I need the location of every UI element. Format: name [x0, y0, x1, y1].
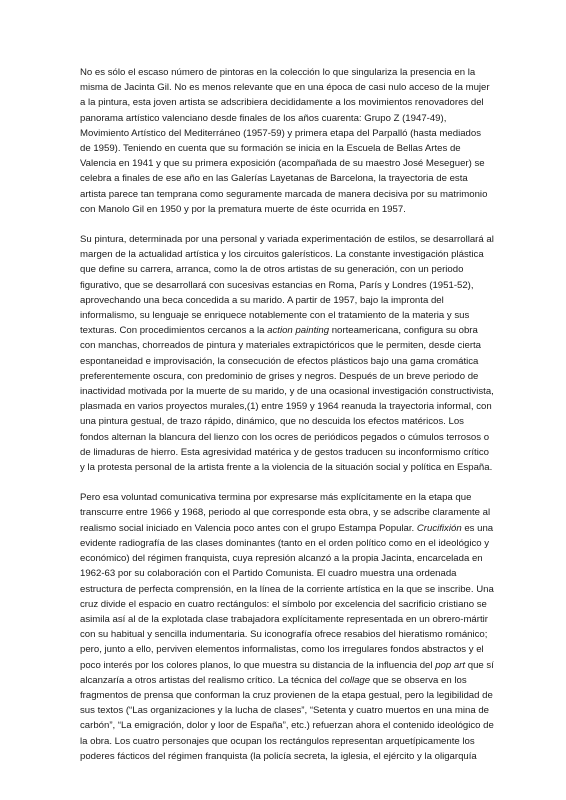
paragraph-text: Pero esa voluntad comunicativa termina por expresarse más explícitamente en la etapa que transcurre entre 1966 y 1968, periodo al que corresponde esta obra, y se adscribe claramente al realismo social iniciado en Valencia poco antes con el grupo Estampa Popular. — [80, 492, 491, 534]
paragraph-3 — [80, 490, 494, 764]
italic-term: collage — [339, 674, 371, 686]
paragraph-text: que sí alcanzaría a otros artistas del realismo crítico. La técnica del — [80, 659, 494, 686]
paragraph-text: es una evidente radiografía de las clases dominantes (tanto en el orden político como en el ideológico y económico) del régimen franquista, cuya represión alcanzó a la propia Jacinta, encarcelada en 1962-63 por su colaboración con el Partido Comunista. El cuadro muestra una ordenada estructura de perfecta comprensión, en la línea de la corriente artística en la que se inscribe. Una cruz divide el espacio en cuatro rectángulos: el símbolo por excelencia del sacrificio cristiano se asimila así al de la explotada clase trabajadora explícitamente representada en un obrero-mártir con su habitual y sencilla indumentaria. Su iconografía ofrece resabios del hieratismo románico; pero, junto a ello, perviven elementos informalistas, como los irregulares fondos abstractos y el poco interés por los colores planos, lo que muestra su distancia de la influencia del — [80, 522, 494, 671]
italic-term: action painting — [267, 325, 330, 337]
paragraph-1 — [80, 65, 494, 217]
paragraph-text: No es sólo el escaso número de pintoras en la colección lo que singulariza la presencia en la misma de Jacinta Gil. No es menos relevante que en una época de casi nulo acceso de la mujer a la pintura, esta joven artista se adscribiera decididamente a los movimientos renovadores del panorama artístico valenciano desde finales de los años cuarenta: Grupo Z (1947-49), Movimiento Artístico del Mediterráneo (1957-59) y primera etapa del Parpalló (hasta mediados de 1959). Teniendo en cuenta que su formación se inicia en la Escuela de Bellas Artes de Valencia en 1941 y que su primera exposición (acompañada de su maestro José Meseguer) se celebra a finales de ese año en las Galerías Layetanas de Barcelona, la trayectoria de esta artista parece tan temprana como seguramente marcada de manera decisiva por su matrimonio con Manolo Gil en 1950 y por la prematura muerte de éste ocurrida en 1957. — [80, 67, 490, 215]
paragraph-text: que se observa en los fragmentos de prensa que conforman la cruz provienen de la etapa gestual, pero la legibilidad de sus textos (“Las organizaciones y la lucha de clases”, “Setenta y cuatro muertos en una mina de carbón”, “La emigración, dolor y loor de España”, etc.) refuerzan ahora el contenido ideológico de la obra. Los cuatro personajes que ocupan los rectángulos representan arquetípicamente los poderes fácticos del régimen franquista (la policía secreta, la iglesia, el ejército y la oligarquía — [80, 674, 494, 762]
document-page — [80, 65, 494, 779]
paragraph-text: norteamericana, configura su obra con manchas, chorreados de pintura y materiales extrapictóricos que le permiten, desde cierta espontaneidad e improvisación, la consecución de efectos plásticos bajo una gama cromática preferentemente oscura, con predominio de grises y negros. Después de un breve periodo de inactividad motivada por la muerte de su marido, y de una ocasional investigación constructivista, plasmada en varios proyectos murales,(1) entre 1959 y 1964 reanuda la trayectoria informal, con una pintura gestual, de trazo rápido, dinámico, que no descuida los efectos matéricos. Los fondos alternan la blancura del lienzo con los ocres de periódicos pegados o cúmulos terrosos o de limaduras de hierro. Esta agresividad matérica y de gestos traducen su inconformismo crítico y la protesta personal de la artista frente a la violencia de la situación social y política en España. — [80, 325, 494, 474]
italic-title: Crucifixión — [416, 522, 462, 534]
italic-term: pop art — [435, 659, 466, 671]
paragraph-text: Su pintura, determinada por una personal y variada experimentación de estilos, se desarrollará al margen de la actualidad artística y los circuitos galerísticos. La constante investigación plástica que define su carrera, arranca, como la de otros artistas de su generación, con un periodo figurativo, que se desarrollará con sucesivas estancias en Roma, París y Londres (1951-52), aprovechando una beca concedida a su marido. A partir de 1957, bajo la impronta del informalismo, su lenguaje se enriquece notablemente con el tratamiento de la materia y sus texturas. Con procedimientos cercanos a la — [80, 234, 494, 337]
paragraph-2 — [80, 232, 494, 475]
